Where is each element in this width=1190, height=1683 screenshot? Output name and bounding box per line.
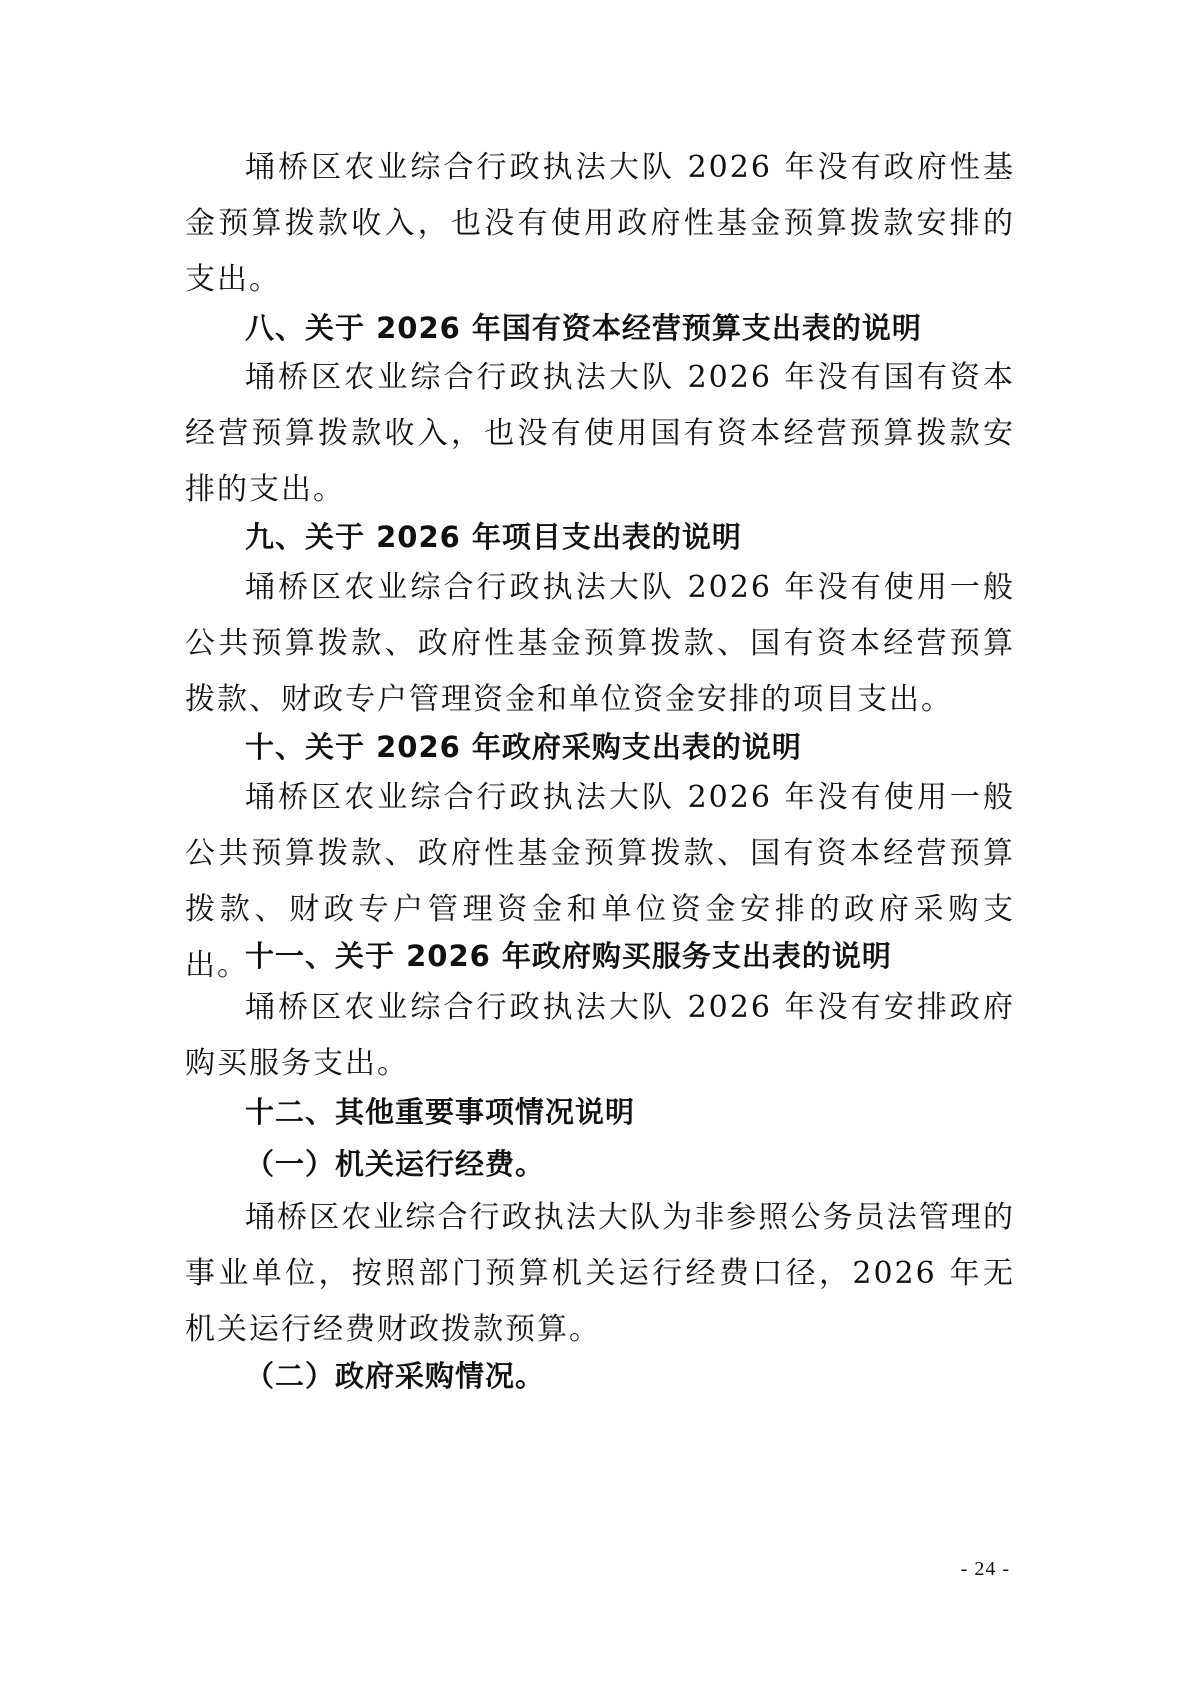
page-number: - 24 - [960,1558,1010,1580]
paragraph-operating-costs: 埇桥区农业综合行政执法大队为非参照公务员法管理的事业单位，按照部门预算机关运行经费口径，2026 年无机关运行经费财政拨款预算。 [185,1200,1015,1347]
paragraph-state-capital: 埇桥区农业综合行政执法大队 2026 年没有国有资本经营预算拨款收入，也没有使用国有资本经营预算拨款安排的支出。 [185,360,1015,507]
heading-section-12: 十二、其他重要事项情况说明 [245,1095,636,1129]
heading-subsection-operating-costs: （一）机关运行经费。 [245,1147,546,1181]
paragraph-government-fund: 埇桥区农业综合行政执法大队 2026 年没有政府性基金预算拨款收入，也没有使用政府性基金预算拨款安排的支出。 [185,150,1015,297]
paragraph-service-purchase: 埇桥区农业综合行政执法大队 2026 年没有安排政府购买服务支出。 [185,990,1015,1081]
heading-section-9: 九、关于 2026 年项目支出表的说明 [245,520,742,554]
heading-section-11: 十一、关于 2026 年政府购买服务支出表的说明 [245,939,892,973]
paragraph-procurement-expenditure: 埇桥区农业综合行政执法大队 2026 年没有使用一般公共预算拨款、政府性基金预算拨款、国有资本经营预算拨款、财政专户管理资金和单位资金安排的政府采购支出。 [185,780,1015,983]
heading-section-8: 八、关于 2026 年国有资本经营预算支出表的说明 [245,311,922,345]
heading-subsection-procurement: （二）政府采购情况。 [245,1359,546,1393]
paragraph-project-expenditure: 埇桥区农业综合行政执法大队 2026 年没有使用一般公共预算拨款、政府性基金预算拨款、国有资本经营预算拨款、财政专户管理资金和单位资金安排的项目支出。 [185,570,1015,717]
heading-section-10: 十、关于 2026 年政府采购支出表的说明 [245,730,802,764]
